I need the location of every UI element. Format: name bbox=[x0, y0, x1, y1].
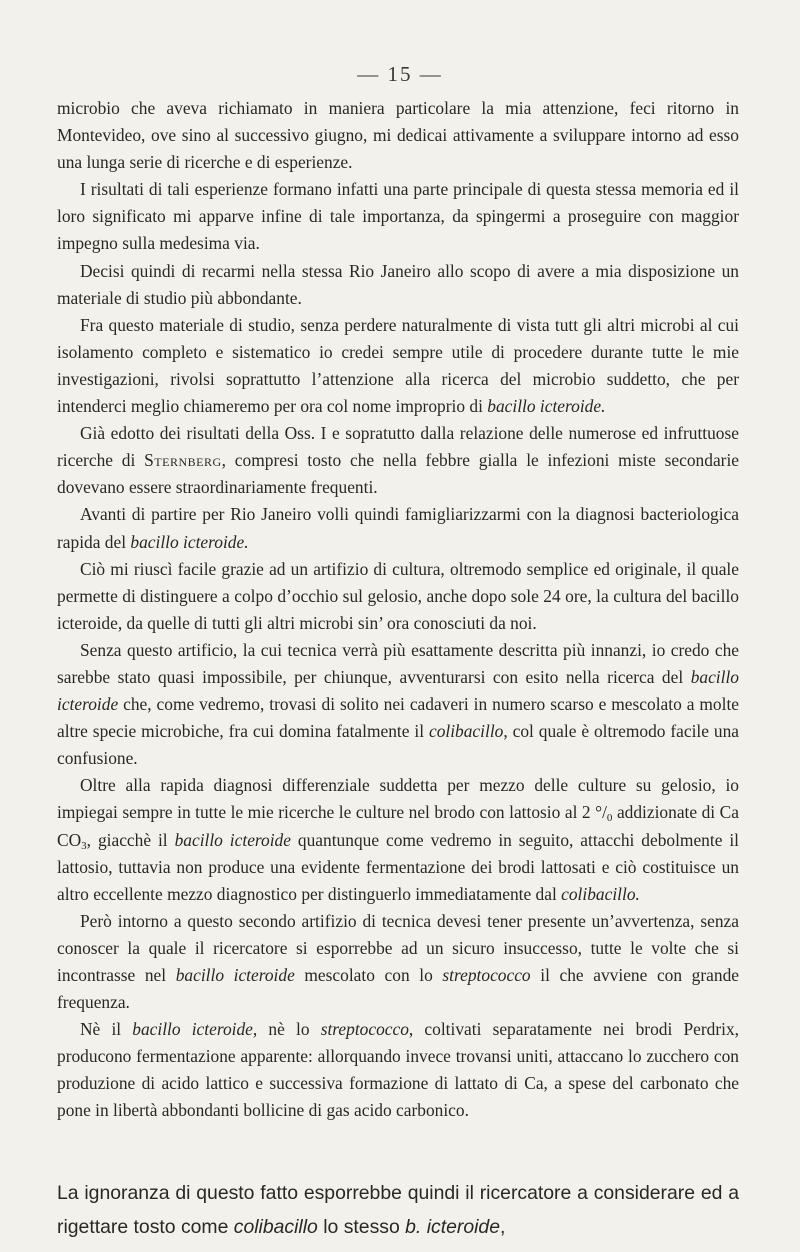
subscript: 3 bbox=[81, 839, 87, 852]
text-run: , col quale è oltremodo facile una confusione. bbox=[57, 721, 739, 769]
text-run: , giacchè il bbox=[86, 829, 175, 850]
text-run: che, come vedremo, trovasi di solito nei cadaveri in numero scarso e mescolato a molte altre specie microbiche, fra cui domina fatalmente il bbox=[57, 694, 739, 742]
text-run: il che avviene con grande frequenza. bbox=[57, 965, 739, 1013]
text-run: , coltivati separatamente nei brodi Perdrix, producono fermentazione apparente: allorquando invece trovansi uniti, attaccano lo zucchero con produzione di acido lattico e successiva formazione di lattato di Ca, a spese del carbonato che pone in libertà abbondanti bollicine di gas acido carbonico. bbox=[57, 1019, 739, 1121]
paragraph-p5 bbox=[57, 420, 739, 501]
italic-term: bacillo icteroide. bbox=[487, 396, 606, 417]
text-run: I risultati di tali esperienze formano infatti una parte principale di questa stessa memoria ed il loro significato mi apparve infine di tale importanza, da spingermi a proseguire con maggior impegno sulla medesima via. bbox=[57, 179, 739, 254]
paragraph-p3 bbox=[57, 258, 739, 312]
italic-term: bacillo icteroide bbox=[174, 829, 291, 850]
paragraph-p12 bbox=[57, 1176, 739, 1244]
italic-term: bacillo icteroide bbox=[132, 1019, 253, 1040]
author-name: Sternberg bbox=[144, 450, 222, 471]
paragraph-p9 bbox=[57, 772, 739, 907]
text-run: , nè lo bbox=[252, 1019, 321, 1040]
paragraph-p4 bbox=[57, 312, 739, 420]
text-run: Oltre alla rapida diagnosi differenziale suddetta per mezzo delle culture su gelosio, io impiegai sempre in tutte le mie ricerche le culture nel brodo con lattosio al 2 °/ bbox=[57, 775, 739, 823]
italic-term: streptococco bbox=[442, 965, 531, 985]
body-text bbox=[57, 95, 739, 1125]
text-run: Senza questo artificio, la cui tecnica verrà più esattamente descritta più innanzi, io credo che sarebbe stato quasi impossibile, per chiunque, avventurarsi con esito nella ricerca del bbox=[57, 639, 739, 687]
italic-term: bacillo icteroide bbox=[57, 666, 739, 715]
text-run: Nè il bbox=[80, 1019, 133, 1040]
text-run: , bbox=[500, 1216, 506, 1238]
text-run: Ciò mi riuscì facile grazie ad un artifizio di cultura, oltremodo semplice ed originale, il quale permette di distinguere a colpo d’occhio sul gelosio, anche dopo sole 24 ore, la cultura del bacillo icteroide, da quelle di tutti gli altri microbi sin’ ora conosciuti da noi. bbox=[57, 558, 739, 633]
text-run: addizionate di Ca CO bbox=[57, 802, 739, 850]
subscript: 0 bbox=[606, 812, 613, 825]
paragraph-p6 bbox=[57, 501, 739, 555]
page-number: — 15 — bbox=[357, 62, 443, 86]
text-run: microbio che aveva richiamato in maniera particolare la mia attenzione, feci ritorno in Montevideo, ove sino al successivo giugno, mi dedicai attivamente a sviluppare intorno ad esso una lunga serie di ricerche e di esperienze. bbox=[57, 98, 739, 173]
text-run: mescolato con lo bbox=[294, 965, 443, 985]
italic-term: b. icteroide bbox=[405, 1216, 500, 1238]
text-run: La ignoranza di questo fatto esporrebbe quindi il ricercatore a considerare ed a rigettare tosto come bbox=[57, 1182, 739, 1238]
paragraph-p11 bbox=[57, 1016, 739, 1124]
italic-term: streptococco bbox=[320, 1019, 409, 1040]
paragraph-p8 bbox=[57, 637, 739, 772]
italic-term: bacillo icteroide. bbox=[130, 531, 249, 552]
italic-term: bacillo icteroide bbox=[175, 965, 295, 985]
text-run: Già edotto dei risultati della Oss. I e sopratutto dalla relazione delle numerose ed infruttuose ricerche di bbox=[57, 423, 739, 471]
text-run: Decisi quindi di recarmi nella stessa Rio Janeiro allo scopo di avere a mia disposizione un materiale di studio più abbondante. bbox=[57, 260, 739, 308]
text-run: lo stesso bbox=[317, 1216, 406, 1238]
text-run: Avanti di partire per Rio Janeiro volli quindi famigliarizzarmi con la diagnosi bacteriologica rapida del bbox=[57, 504, 739, 552]
italic-term: colibacillo bbox=[428, 721, 504, 742]
paragraph-p7 bbox=[57, 556, 739, 637]
paragraph-p10 bbox=[57, 908, 739, 1016]
text-run: Però intorno a questo secondo artifizio di tecnica devesi tener presente un’avvertenza, senza conoscer la quale il ricercatore si esporrebbe ad un sicuro insuccesso, tutte le volte che si incontrasse nel bbox=[57, 910, 739, 985]
italic-term: colibacillo bbox=[233, 1216, 318, 1238]
paragraph-p1 bbox=[57, 95, 739, 176]
text-run: , compresi tosto che nella febbre gialla le infezioni miste secondarie dovevano essere straordinariamente frequenti. bbox=[57, 450, 740, 498]
text-run: Fra questo materiale di studio, senza perdere naturalmente di vista tutt gli altri microbi al cui isolamento completo e sistematico io credei sempre utile di procedere durante tutte le mie investigazioni, rivolsi soprattutto l’attenzione alla ricerca del microbio suddetto, che per intenderci meglio chiameremo per ora col nome improprio di bbox=[57, 314, 739, 417]
italic-term: colibacillo. bbox=[561, 883, 640, 904]
text-run: quantunque come vedremo in seguito, attacchi debolmente il lattosio, tuttavia non produce una evidente fermentazione dei brodi lattosati e ciò costituisce un altro eccellente mezzo diagnostico per distinguerlo immediatamente dal bbox=[57, 829, 740, 904]
paragraph-p2 bbox=[57, 176, 739, 257]
